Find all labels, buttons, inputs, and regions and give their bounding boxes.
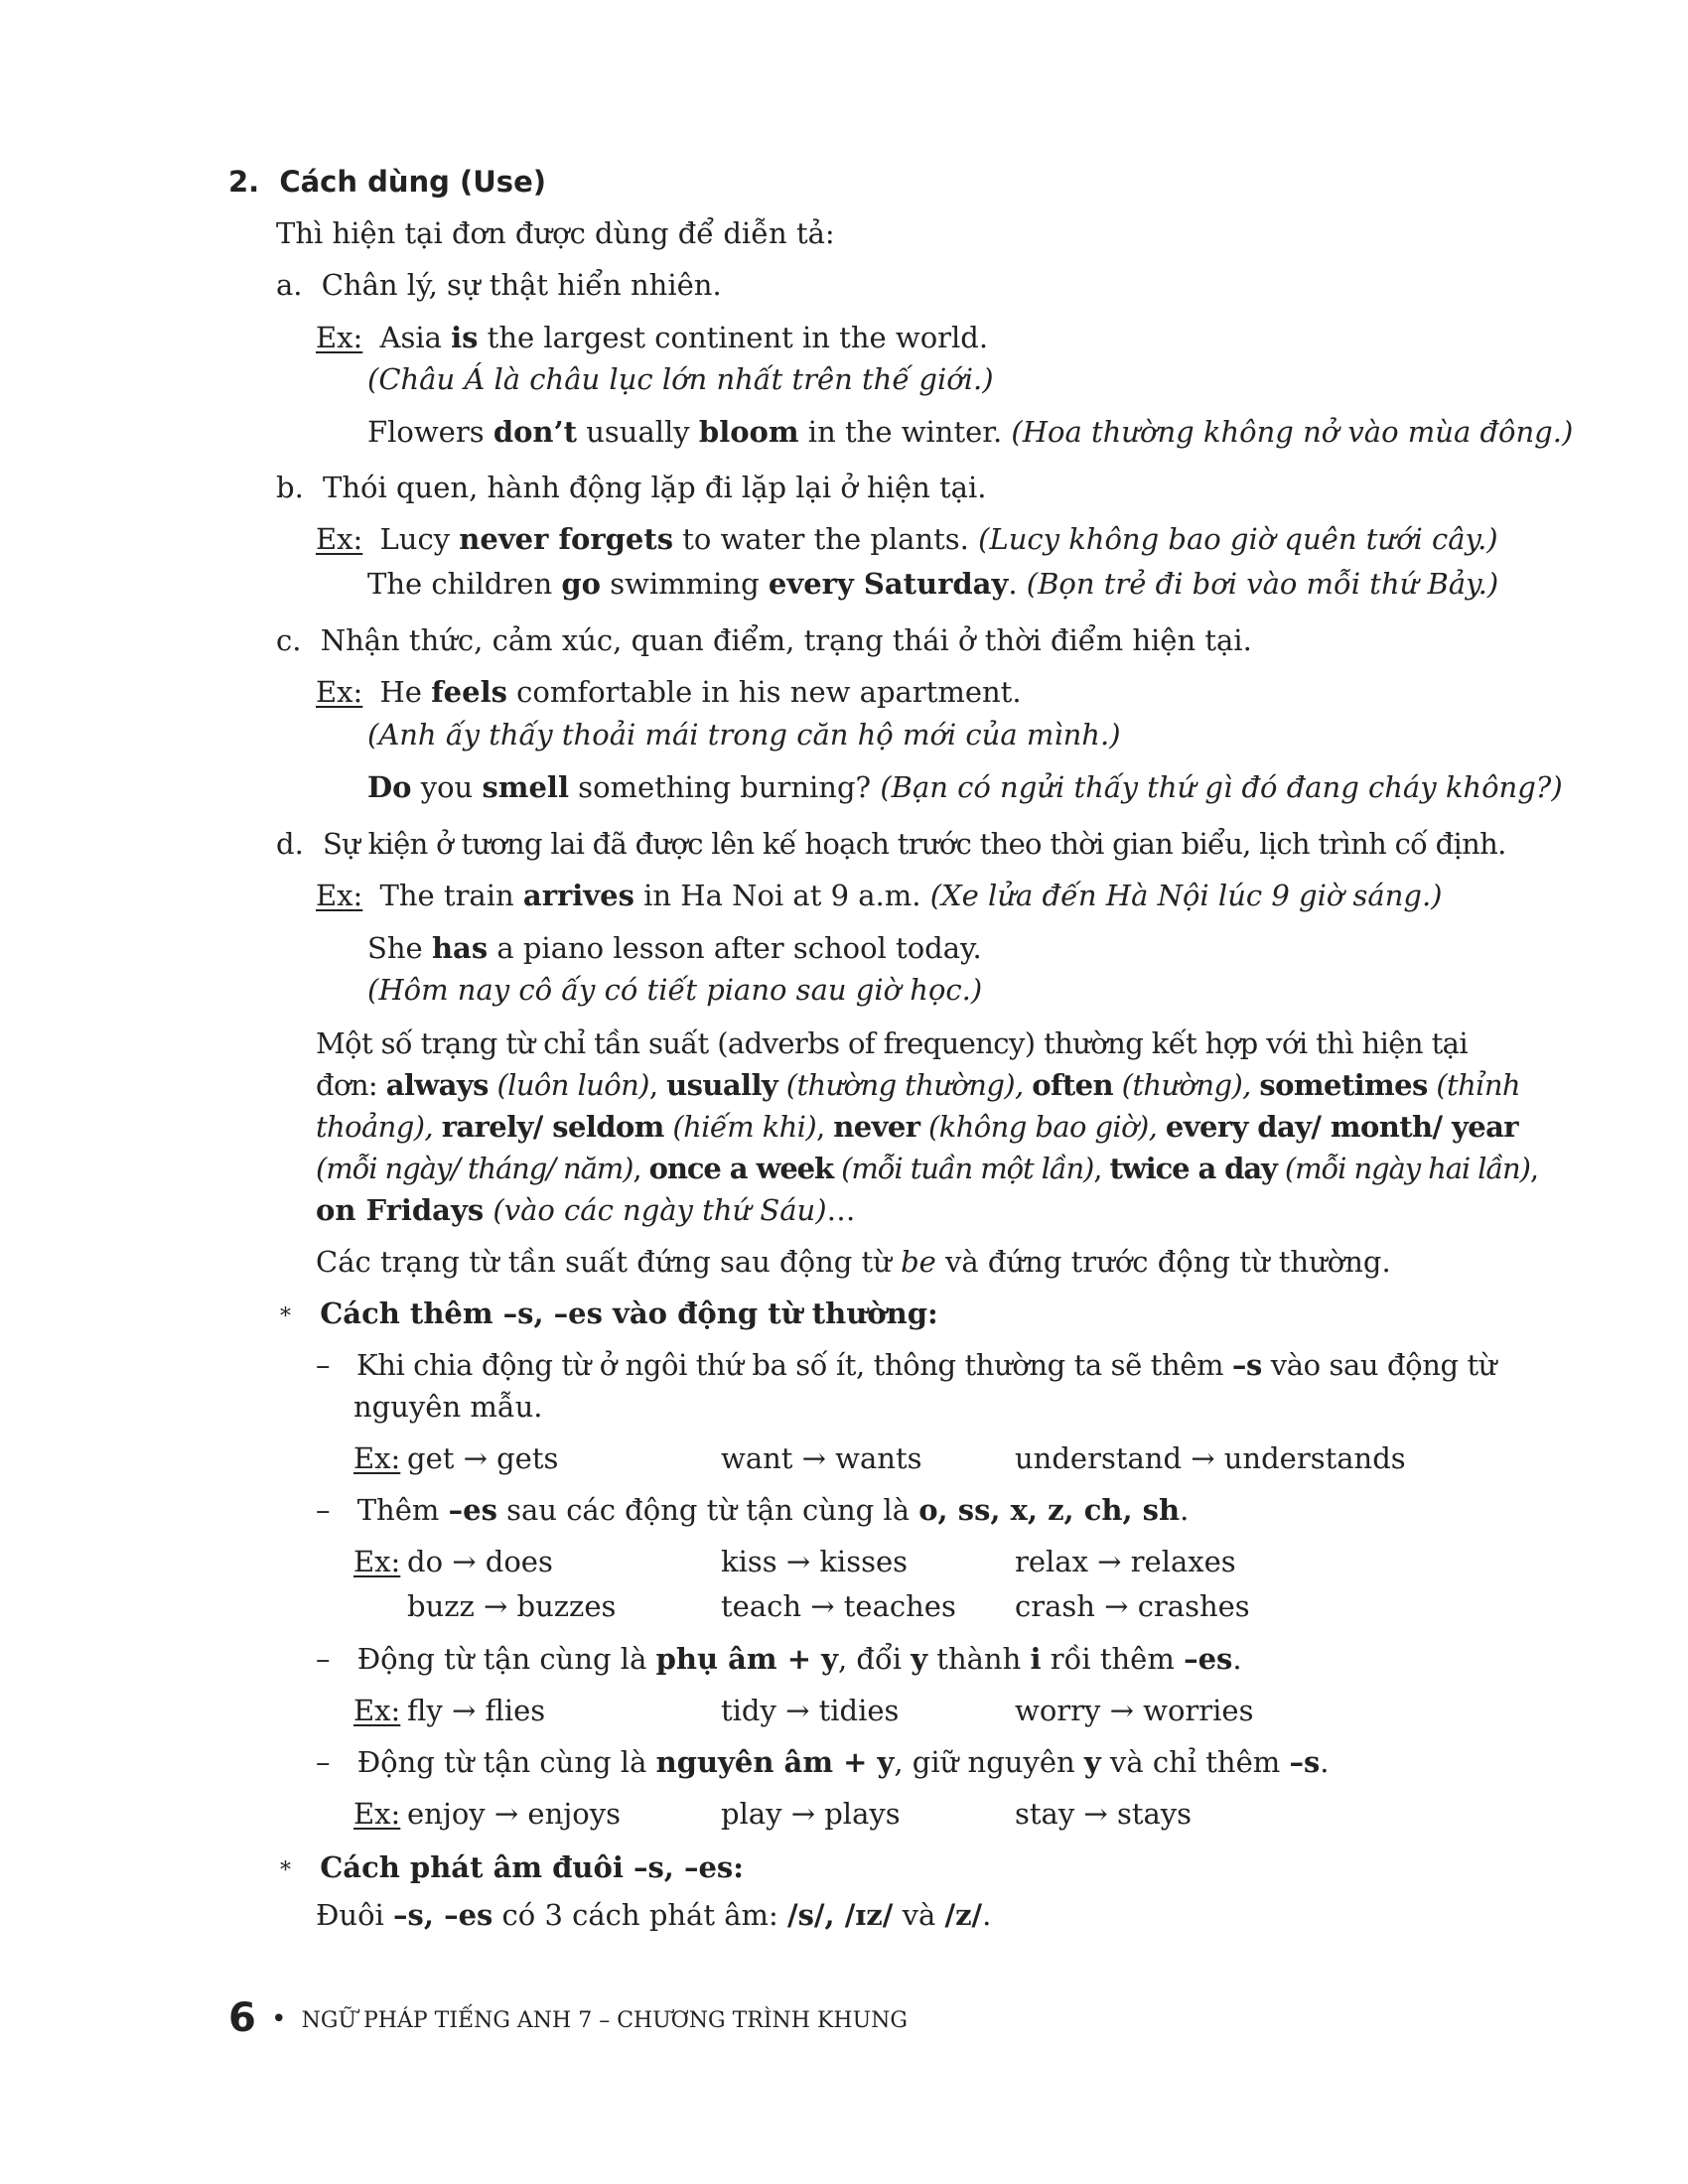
example-word: kiss → kisses [721,1545,909,1578]
example-translation: (Hôm nay cô ấy có tiết piano sau giờ học.) [367,973,983,1007]
example-word: buzz → buzzes [407,1589,617,1623]
ex-label: Ex: [353,1545,401,1578]
dash: – [316,1493,331,1527]
dash: – [316,1642,331,1676]
example-word: worry → worries [1015,1694,1254,1727]
example-word: understand → understands [1015,1441,1406,1475]
item-a [276,268,722,302]
ex-label: Ex: [316,879,363,912]
example-word: teach → teaches [721,1589,956,1623]
example-word: get → gets [407,1441,559,1475]
item-c [276,623,1252,657]
adverbs-note: Các trạng từ tần suất đứng sau động từ be và đứng trước động từ thường. [316,1245,1391,1279]
example-word: relax → relaxes [1015,1545,1236,1578]
footer-bullet: • [271,2004,287,2034]
example-word: tidy → tidies [721,1694,900,1727]
pron-title: Cách phát âm đuôi –s, –es: [320,1850,744,1884]
adverbs-line-4: (mỗi ngày/ tháng/ năm), once a week (mỗi tuần một lần), twice a day (mỗi ngày hai lần), [316,1152,1538,1185]
add-s-title: Cách thêm –s, –es vào động từ thường: [320,1297,938,1330]
example-word: enjoy → enjoys [407,1797,621,1831]
example-translation: (Anh ấy thấy thoải mái trong căn hộ mới của mình.) [367,718,1121,751]
example-line: The children go swimming every Saturday. (Bọn trẻ đi bơi vào mỗi thứ Bảy.) [367,567,1499,601]
adverbs-line-1: Một số trạng từ chỉ tần suất (adverbs of frequency) thường kết hợp với thì hiện tại [316,1026,1468,1060]
rule-2: – Thêm –es sau các động từ tận cùng là o, ss, x, z, ch, sh. [316,1493,1190,1527]
example-line: Ex: He feels comfortable in his new apartment. [316,675,1022,709]
pron-heading [280,1850,744,1884]
item-label: b. [276,471,304,504]
page-footer [228,1995,908,2041]
ex-label: Ex: [316,321,363,354]
example-line: She has a piano lesson after school today. [367,931,982,965]
rule-4: – Động từ tận cùng là nguyên âm + y, giữ nguyên y và chỉ thêm –s. [316,1745,1330,1779]
example-line: Ex: The train arrives in Ha Noi at 9 a.m. (Xe lửa đến Hà Nội lúc 9 giờ sáng.) [316,879,1443,912]
example-word: play → plays [721,1797,901,1831]
ex-label: Ex: [316,675,363,709]
intro-text: Thì hiện tại đơn được dùng để diễn tả: [276,216,835,250]
example-word: want → wants [721,1441,922,1475]
item-b [276,471,986,504]
item-text: Sự kiện ở tương lai đã được lên kế hoạch trước theo thời gian biểu, lịch trình cố định. [323,827,1506,861]
dash: – [316,1745,331,1779]
example-line: Flowers don’t usually bloom in the winter. (Hoa thường không nở vào mùa đông.) [367,415,1574,449]
asterisk-icon: * [280,1858,291,1883]
asterisk-icon: * [280,1304,291,1329]
example-translation: (Châu Á là châu lục lớn nhất trên thế giới.) [367,362,994,396]
pron-line: Đuôi –s, –es có 3 cách phát âm: /s/, /ɪz/ và /z/. [316,1898,992,1932]
book-title: NGỮ PHÁP TIẾNG ANH 7 – CHƯƠNG TRÌNH KHUNG [301,2008,908,2033]
dash: – [316,1348,331,1382]
ex-label: Ex: [353,1797,401,1831]
example-word: stay → stays [1015,1797,1193,1831]
page-number: 6 [228,1995,256,2041]
rule-1-cont: nguyên mẫu. [353,1390,543,1424]
item-text: Thói quen, hành động lặp đi lặp lại ở hiện tại. [323,471,987,504]
item-d [276,827,1506,861]
adverbs-line-5: on Fridays (vào các ngày thứ Sáu)… [316,1193,856,1227]
section-title: Cách dùng (Use) [279,165,546,199]
example-line: Do you smell something burning? (Bạn có ngửi thấy thứ gì đó đang cháy không?) [367,770,1563,804]
adverbs-line-3: thoảng), rarely/ seldom (hiếm khi), never (không bao giờ), every day/ month/ year [316,1110,1518,1144]
adverbs-line-2: đơn: always (luôn luôn), usually (thường thường), often (thường), sometimes (thỉnh [316,1068,1520,1102]
rule-1: – Khi chia động từ ở ngôi thứ ba số ít, thông thường ta sẽ thêm –s vào sau động từ [316,1348,1496,1382]
section-number: 2. [228,165,260,199]
example-word: crash → crashes [1015,1589,1250,1623]
example-word: fly → flies [407,1694,546,1727]
example-line: Ex: Asia is the largest continent in the world. [316,321,989,354]
example-line: Ex: Lucy never forgets to water the plants. (Lucy không bao giờ quên tưới cây.) [316,522,1498,556]
rule-3: – Động từ tận cùng là phụ âm + y, đổi y thành i rồi thêm –es. [316,1642,1242,1676]
item-label: c. [276,623,302,657]
add-s-heading [280,1297,938,1330]
ex-label: Ex: [353,1441,401,1475]
example-word: do → does [407,1545,553,1578]
item-text: Nhận thức, cảm xúc, quan điểm, trạng thái ở thời điểm hiện tại. [320,623,1252,657]
ex-label: Ex: [353,1694,401,1727]
item-text: Chân lý, sự thật hiển nhiên. [321,268,722,302]
item-label: d. [276,827,304,861]
item-label: a. [276,268,303,302]
ex-label: Ex: [316,522,363,556]
section-heading [228,165,546,199]
